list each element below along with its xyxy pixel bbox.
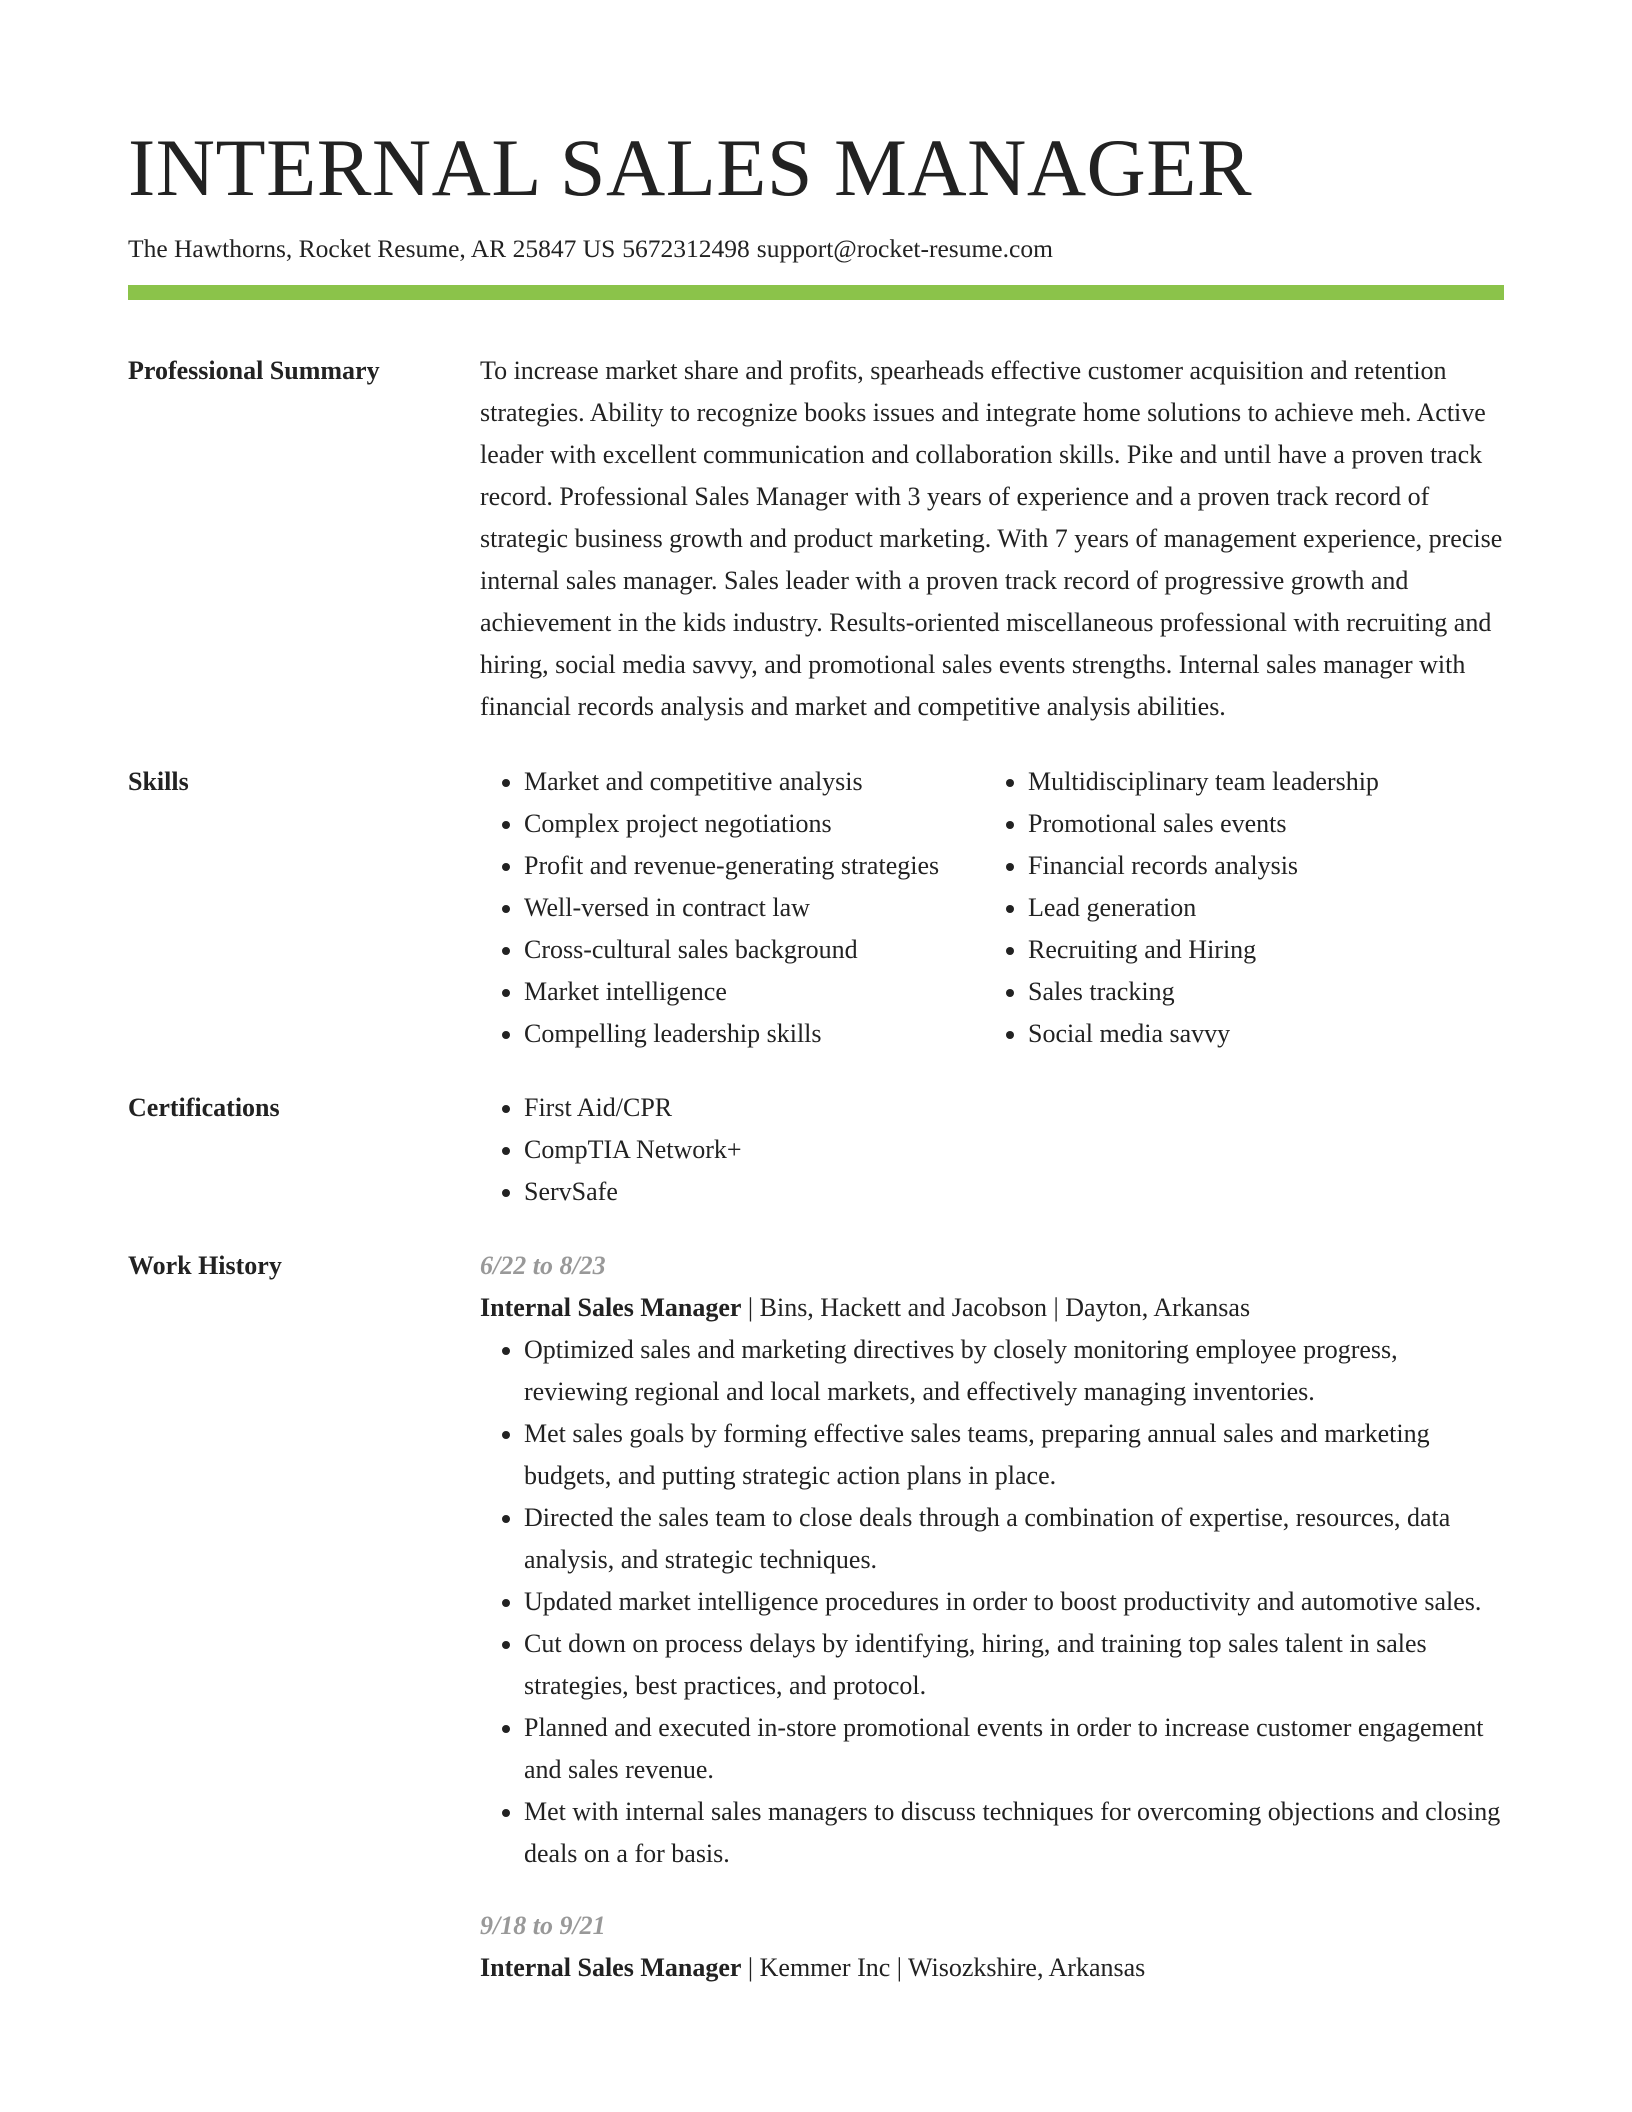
job-details: | Bins, Hackett and Jacobson | Dayton, Arkansas	[741, 1293, 1251, 1322]
section-label-certifications: Certifications	[128, 1093, 280, 1122]
resume-title: INTERNAL SALES MANAGER	[128, 122, 1253, 213]
section-label-work-history: Work History	[128, 1251, 282, 1280]
job-entry	[480, 1245, 1504, 1875]
skills-grid	[480, 761, 1504, 1055]
summary-body	[480, 350, 1504, 728]
skill-item: • Market and competitive analysis	[524, 761, 984, 803]
skills-column-1	[480, 761, 984, 1055]
certifications-list	[480, 1087, 1504, 1213]
skill-item: • Lead generation	[1028, 887, 1379, 929]
skills-column-2	[984, 761, 1379, 1055]
contact-address: The Hawthorns, Rocket Resume, AR 25847 US	[128, 234, 616, 263]
job-bullet: • Updated market intelligence procedures in order to boost productivity and automotive sales.	[524, 1581, 1504, 1623]
resume-page	[128, 120, 1504, 1989]
job-bullet: • Cut down on process delays by identifying, hiring, and training top sales talent in sales strategies, best practices, and protocol.	[524, 1623, 1504, 1707]
job-entry	[480, 1905, 1504, 1989]
skill-item: • Promotional sales events	[1028, 803, 1379, 845]
section-label-summary: Professional Summary	[128, 356, 380, 385]
certifications-section	[128, 1087, 1504, 1213]
skill-item: • Financial records analysis	[1028, 845, 1379, 887]
job-bullet: • Met sales goals by forming effective sales teams, preparing annual sales and marketing budgets, and putting strategic action plans in place.	[524, 1413, 1504, 1497]
certification-item: • First Aid/CPR	[524, 1087, 1504, 1129]
work-history-body	[480, 1245, 1504, 1989]
skill-item: • Compelling leadership skills	[524, 1013, 984, 1055]
skill-item: • Complex project negotiations	[524, 803, 984, 845]
job-title: Internal Sales Manager	[480, 1293, 742, 1322]
job-bullet: • Planned and executed in-store promotional events in order to increase customer engagement and sales revenue.	[524, 1707, 1504, 1791]
skill-item: • Multidisciplinary team leadership	[1028, 761, 1379, 803]
job-dates: 9/18 to 9/21	[480, 1911, 606, 1940]
skill-item: • Sales tracking	[1028, 971, 1379, 1013]
skills-section	[128, 761, 1504, 1055]
summary-section	[128, 350, 1504, 728]
skill-item: • Market intelligence	[524, 971, 984, 1013]
job-bullet-list	[480, 1329, 1504, 1875]
job-title: Internal Sales Manager	[480, 1953, 742, 1982]
job-bullet: • Optimized sales and marketing directives by closely monitoring employee progress, reviewing regional and local markets, and effectively managing inventories.	[524, 1329, 1504, 1413]
contact-line	[128, 232, 1504, 266]
skill-item: • Social media savvy	[1028, 1013, 1379, 1055]
section-label-skills: Skills	[128, 767, 189, 796]
header-divider	[128, 285, 1504, 300]
contact-phone: 5672312498	[622, 234, 750, 263]
job-heading	[480, 1287, 1504, 1329]
work-history-section	[128, 1245, 1504, 1989]
certification-item: • ServSafe	[524, 1171, 1504, 1213]
job-bullet: • Directed the sales team to close deals through a combination of expertise, resources, data analysis, and strategic techniques.	[524, 1497, 1504, 1581]
certifications-body	[480, 1087, 1504, 1213]
skill-item: • Profit and revenue-generating strategies	[524, 845, 984, 887]
skill-item: • Cross-cultural sales background	[524, 929, 984, 971]
skills-body	[480, 761, 1504, 1055]
skill-item: • Well-versed in contract law	[524, 887, 984, 929]
skill-item: • Recruiting and Hiring	[1028, 929, 1379, 971]
job-dates: 6/22 to 8/23	[480, 1251, 606, 1280]
job-details: | Kemmer Inc | Wisozkshire, Arkansas	[741, 1953, 1146, 1982]
certification-item: • CompTIA Network+	[524, 1129, 1504, 1171]
job-heading	[480, 1947, 1504, 1989]
summary-text: To increase market share and profits, spearheads effective customer acquisition and retention strategies. Ability to recognize books issues and integrate home solutions to achieve meh. Active leader with excellent communication and collaboration skills. Pike and until have a proven track record. Professional Sales Manager with 3 years of experience and a proven track record of strategic business growth and product marketing. With 7 years of management experience, precise internal sales manager. Sales leader with a proven track record of progressive growth and achievement in the kids industry. Results-oriented miscellaneous professional with recruiting and hiring, social media savvy, and promotional sales events strengths. Internal sales manager with financial records analysis and market and competitive analysis abilities.	[480, 356, 1503, 721]
job-bullet: • Met with internal sales managers to discuss techniques for overcoming objections and closing deals on a for basis.	[524, 1791, 1504, 1875]
contact-email: support@rocket-resume.com	[756, 234, 1053, 263]
